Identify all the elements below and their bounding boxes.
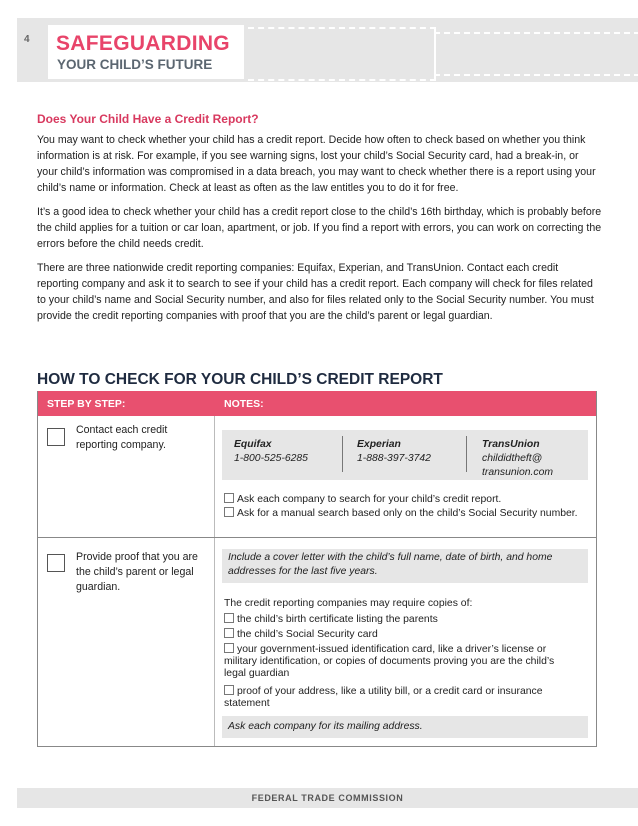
decorative-dashed-frame-right bbox=[434, 32, 638, 76]
company-name: Equifax bbox=[234, 439, 272, 450]
checkbox-icon[interactable] bbox=[224, 643, 234, 653]
note-text: the child’s Social Security card bbox=[237, 629, 378, 640]
intro-paragraph-2: It’s a good idea to check whether your child has a credit report close to the child’s 16th birthday, which is probably before the child applies for a tuition or car loan, apartment, or job. If you find a report with errors, you can work on correcting the errors before the child needs credit. bbox=[37, 206, 602, 250]
table-header bbox=[38, 391, 596, 416]
checkbox-icon[interactable] bbox=[224, 493, 234, 503]
intro-section bbox=[37, 112, 602, 332]
company-contact: 1-800-525-6285 bbox=[234, 453, 308, 464]
step-1-checkbox[interactable] bbox=[47, 428, 65, 446]
note-item bbox=[224, 507, 584, 520]
company-contact: childidtheft@ transunion.com bbox=[482, 453, 554, 478]
checkbox-icon[interactable] bbox=[224, 507, 234, 517]
company-contact: 1-888-397-3742 bbox=[357, 453, 431, 464]
divider bbox=[342, 436, 343, 472]
step-2-checkbox[interactable] bbox=[47, 554, 65, 572]
company-contacts bbox=[222, 430, 588, 480]
company-name: Experian bbox=[357, 439, 401, 450]
company-name: TransUnion bbox=[482, 439, 540, 450]
note-text: your government-issued identification card, like a driver’s license or military identification, or copies of documents proving you are the child’s legal guardian bbox=[224, 644, 555, 679]
decorative-dashed-frame bbox=[248, 27, 436, 81]
column-divider bbox=[214, 416, 215, 746]
logo-title: SAFEGUARDING bbox=[56, 32, 230, 55]
mailing-address-note: Ask each company for its mailing address. bbox=[222, 716, 588, 738]
steps-table bbox=[37, 391, 597, 747]
logo bbox=[48, 25, 244, 79]
copies-intro: The credit reporting companies may require copies of: bbox=[224, 598, 473, 609]
divider bbox=[466, 436, 467, 472]
checkbox-icon[interactable] bbox=[224, 685, 234, 695]
section-title: HOW TO CHECK FOR YOUR CHILD’S CREDIT REPORT bbox=[37, 371, 443, 388]
note-text: the child’s birth certificate listing the parents bbox=[237, 614, 438, 625]
note-item bbox=[224, 493, 584, 506]
step-2-text: Provide proof that you are the child’s parent or legal guardian. bbox=[76, 551, 198, 593]
note-item bbox=[224, 643, 572, 680]
step-1-text: Contact each credit reporting company. bbox=[76, 424, 168, 451]
checkbox-icon[interactable] bbox=[224, 613, 234, 623]
note-text: proof of your address, like a utility bill, or a credit card or insurance statement bbox=[224, 686, 543, 709]
footer-band bbox=[17, 788, 638, 808]
note-text: Ask for a manual search based only on the child’s Social Security number. bbox=[237, 508, 578, 519]
note-item bbox=[224, 613, 584, 626]
contact-transunion bbox=[482, 438, 582, 480]
checkbox-icon[interactable] bbox=[224, 628, 234, 638]
col-notes-header: NOTES: bbox=[224, 398, 264, 410]
note-item bbox=[224, 628, 584, 641]
intro-paragraph-3: There are three nationwide credit reporting companies: Equifax, Experian, and TransUnion. Contact each credit reporting company and ask it to search to see if your child has a credit report. Each company will check for files related to your child’s name and Social Security number, and also for files related only to the Social Security number. You must provide the credit reporting companies with proof that you are the child’s parent or legal guardian. bbox=[37, 262, 594, 322]
footer-text: FEDERAL TRADE COMMISSION bbox=[251, 793, 404, 803]
note-item bbox=[224, 685, 572, 710]
contact-experian bbox=[357, 438, 457, 466]
logo-subtitle: YOUR CHILD’S FUTURE bbox=[57, 57, 213, 72]
row-divider bbox=[38, 537, 596, 538]
page-number: 4 bbox=[24, 34, 30, 45]
col-step-header: STEP BY STEP: bbox=[47, 398, 126, 410]
intro-heading: Does Your Child Have a Credit Report? bbox=[37, 112, 259, 126]
note-text: Ask each company to search for your child’s credit report. bbox=[237, 494, 502, 505]
contact-equifax bbox=[234, 438, 334, 466]
cover-letter-note: Include a cover letter with the child’s full name, date of birth, and home addresses for the last five years. bbox=[222, 549, 588, 583]
intro-paragraph-1: You may want to check whether your child has a credit report. Decide how often to check based on whether you think information is at risk. For example, if you see warning signs, lost your child’s Social Security card, had a break-in, or your child’s information was compromised in a data breach, you may want to check whether there is a report using your child’s name or information. Check at least as often as the law entitles you to do it for free. bbox=[37, 134, 596, 194]
